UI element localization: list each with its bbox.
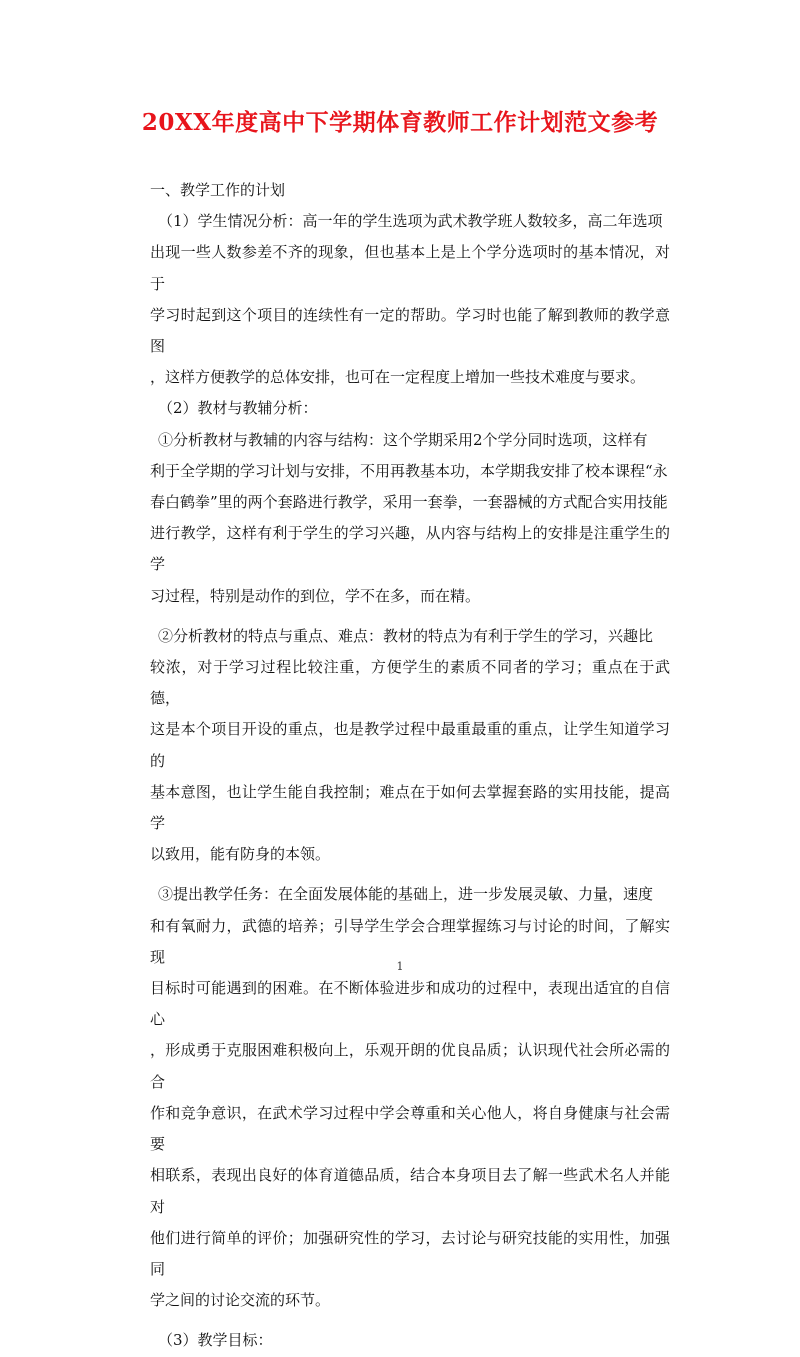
document-title: 20XX年度高中下学期体育教师工作计划范文参考 (141, 109, 659, 136)
item-heading-3: （3）教学目标： (158, 1331, 273, 1350)
paragraph-line: 进行教学，这样有利于学生的学习兴趣，从内容与结构上的安排是注重学生的学 (150, 524, 670, 574)
paragraph-line: 基本意图，也让学生能自我控制；难点在于如何去掌握套路的实用技能，提高学 (150, 782, 670, 833)
paragraph-line: 这是本个项目开设的重点，也是教学过程中最重最重的重点，让学生知道学习的 (150, 720, 670, 770)
item-heading-2: （2）教材与教辅分析： (158, 399, 318, 418)
paragraph-line: ，形成勇于克服困难积极向上，乐观开朗的优良品质；认识现代社会所必需的合 (150, 1041, 670, 1091)
page-number: 1 (396, 960, 404, 973)
paragraph-line: ②分析教材的特点与重点、难点：教材的特点为有利于学生的学习，兴趣比 (158, 626, 654, 645)
paragraph-line: ①分析教材与教辅的内容与结构：这个学期采用2个学分同时选项，这样有 (158, 430, 648, 449)
paragraph-line: （1）学生情况分析：高一年的学生选项为武术教学班人数较多，高二年选项 (158, 212, 663, 231)
paragraph-line: ③提出教学任务：在全面发展体能的基础上，进一步发展灵敏、力量，速度 (158, 885, 654, 904)
paragraph-line: 作和竞争意识，在武术学习过程中学会尊重和关心他人，将自身健康与社会需要 (150, 1103, 670, 1154)
document-body (150, 175, 670, 1357)
paragraph-student-analysis (150, 206, 670, 393)
paragraph-line: 目标时可能遇到的困难。在不断体验进步和成功的过程中，表现出适宜的自信心 (150, 979, 670, 1029)
paragraph-content-structure (150, 425, 670, 612)
paragraph-line: 相联系，表现出良好的体育道德品质，结合本身项目去了解一些武术名人并能对 (150, 1166, 670, 1216)
paragraph-line: 他们进行简单的评价；加强研究性的学习，去讨论与研究技能的实用性，加强同 (150, 1228, 670, 1278)
paragraph-line: 以致用，能有防身的本领。 (150, 845, 331, 864)
section-heading-1: 一、教学工作的计划 (150, 181, 286, 199)
paragraph-line: 利于全学期的学习计划与安排，不用再教基本功，本学期我安排了校本课程“永 (150, 461, 668, 480)
paragraph-line: ，这样方便教学的总体安排，也可在一定程度上增加一些技术难度与要求。 (150, 368, 646, 387)
paragraph-line: 出现一些人数参差不齐的现象，但也基本上是上个学分选项时的基本情况，对于 (150, 243, 670, 293)
paragraph-line: 学习时起到这个项目的连续性有一定的帮助。学习时也能了解到教师的教学意图 (150, 305, 670, 356)
paragraph-line: 春白鹤拳”里的两个套路进行教学，采用一套拳，一套器械的方式配合实用技能 (150, 493, 668, 512)
paragraph-line: 和有氧耐力，武德的培养；引导学生学会合理掌握练习与讨论的时间，了解实现 (150, 916, 670, 966)
paragraph-line: 学之间的讨论交流的环节。 (150, 1291, 331, 1310)
paragraph-teaching-tasks (150, 879, 670, 1316)
paragraph-key-points (150, 621, 670, 871)
paragraph-line: 较浓，对于学习过程比较注重，方便学生的素质不同者的学习；重点在于武德， (150, 658, 670, 708)
paragraph-line: 习过程，特别是动作的到位，学不在多，而在精。 (150, 586, 481, 605)
